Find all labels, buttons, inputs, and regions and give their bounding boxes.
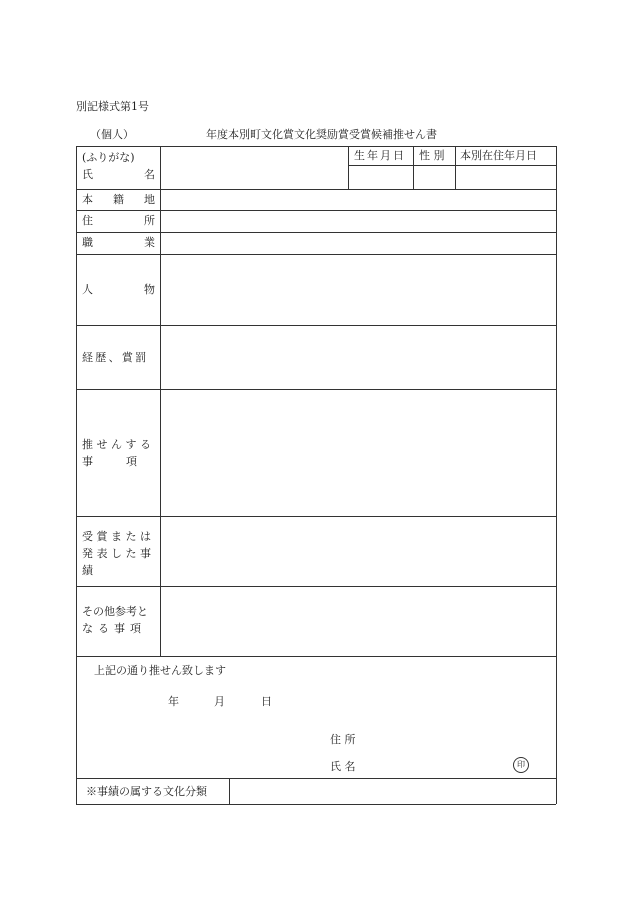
category-label: （個人） <box>90 128 134 141</box>
domicile-field[interactable] <box>162 190 554 209</box>
table-border-left <box>76 146 77 804</box>
career-label: 経歴、賞罰 <box>82 351 149 364</box>
furigana-label <box>82 151 155 165</box>
name-char: 名 <box>144 168 155 181</box>
furigana-text: (ふりがな) <box>82 151 135 164</box>
person-char: 人 <box>82 283 93 296</box>
day-label: 日 <box>261 695 272 708</box>
row-divider <box>76 656 556 657</box>
name-field[interactable] <box>162 148 346 188</box>
address-label <box>82 214 155 228</box>
domicile-char: 地 <box>144 193 155 206</box>
recommender-address-label: 住 所 <box>330 733 356 746</box>
other-field[interactable] <box>162 588 554 655</box>
month-field[interactable] <box>180 693 212 711</box>
seal-icon: 印 <box>513 757 529 773</box>
table-border-bottom <box>76 804 556 805</box>
recommend-label-line2: 事 項 <box>82 455 137 468</box>
form-title: 年度本別町文化賞文化奨励賞受賞候補推せん書 <box>206 128 437 141</box>
address-char: 住 <box>82 214 93 227</box>
row-divider <box>76 586 556 587</box>
residence-date-header: 本別在住年月日 <box>460 149 537 162</box>
awards-field[interactable] <box>162 518 554 585</box>
table-border-right <box>556 146 557 804</box>
recommendation-statement: 上記の通り推せん致します <box>94 664 226 677</box>
label-column-divider <box>160 146 161 656</box>
name-char: 氏 <box>82 168 93 181</box>
recommend-label-line1: 推せんする <box>82 438 155 451</box>
address-field[interactable] <box>162 211 554 231</box>
awards-label-line2: 発表した事 <box>82 547 155 560</box>
occupation-char: 業 <box>144 236 155 249</box>
month-label: 月 <box>214 695 225 708</box>
person-label <box>82 283 155 297</box>
culture-category-label: ※事績の属する文化分類 <box>86 785 207 798</box>
awards-label-line1: 受賞または <box>82 530 155 543</box>
recommend-field[interactable] <box>162 391 554 515</box>
recommender-name-label: 氏 名 <box>330 760 356 773</box>
occupation-label <box>82 236 155 250</box>
domicile-char: 籍 <box>113 193 124 206</box>
gender-header: 性 別 <box>419 149 445 162</box>
occupation-char: 職 <box>82 236 93 249</box>
domicile-char: 本 <box>82 193 93 206</box>
person-char: 物 <box>144 283 155 296</box>
row-divider <box>76 325 556 326</box>
address-char: 所 <box>144 214 155 227</box>
day-field[interactable] <box>226 693 259 711</box>
row-divider <box>76 778 556 779</box>
year-label: 年 <box>168 695 179 708</box>
birthdate-header: 生年月日 <box>354 149 406 162</box>
row-divider <box>76 254 556 255</box>
awards-label-line3: 績 <box>82 564 93 577</box>
row-divider <box>76 516 556 517</box>
culture-category-field[interactable] <box>231 780 554 803</box>
form-number: 別記様式第1号 <box>76 100 149 113</box>
birthdate-field[interactable] <box>349 166 412 188</box>
recommender-name-field[interactable] <box>368 758 508 776</box>
person-field[interactable] <box>162 256 554 324</box>
table-border-top <box>76 146 556 147</box>
other-label-line2: なる事項 <box>82 622 146 635</box>
column-divider <box>229 778 230 804</box>
other-label-line1: その他参考と <box>82 605 148 618</box>
residence-date-field[interactable] <box>456 166 555 188</box>
gender-field[interactable] <box>414 166 454 188</box>
career-field[interactable] <box>162 327 554 388</box>
year-field[interactable] <box>110 693 165 711</box>
row-divider <box>76 389 556 390</box>
recommender-address-field[interactable] <box>368 731 548 749</box>
occupation-field[interactable] <box>162 233 554 253</box>
name-label <box>82 168 155 182</box>
domicile-label <box>82 193 155 207</box>
